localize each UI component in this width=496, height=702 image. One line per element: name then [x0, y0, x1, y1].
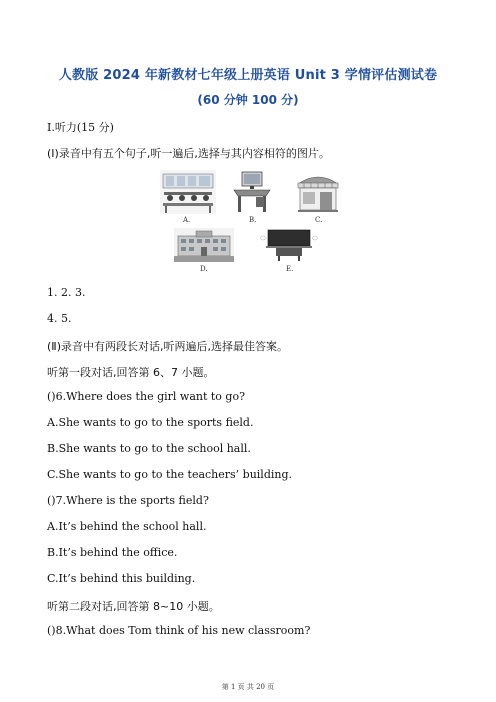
shop-picture-icon [294, 170, 342, 214]
desk-computer-picture-icon [230, 170, 274, 214]
blackboard-picture-icon [258, 228, 320, 262]
image-e-label: E. [286, 265, 294, 273]
question-6-option-a: A.She wants to go to the sports field. [47, 416, 254, 429]
answer-line-2: 4. 5. [47, 312, 72, 325]
question-6-option-c: C.She wants to go to the teachers’ building. [47, 468, 293, 481]
image-c-label: C. [315, 216, 323, 224]
section-heading-listening: Ⅰ.听力(15 分) [47, 121, 114, 134]
question-6: ()6.Where does the girl want to go? [47, 390, 245, 403]
question-7-option-a: A.It’s behind the school hall. [47, 520, 207, 533]
classroom-picture-icon [160, 170, 216, 214]
image-b-label: B. [249, 216, 257, 224]
answer-line-1: 1. 2. 3. [47, 286, 86, 299]
exam-title: 人教版 2024 年新教材七年级上册英语 Unit 3 学情评估测试卷 [58, 68, 438, 83]
page-footer: 第 1 页 共 20 页 [221, 683, 275, 691]
part2-instruction: (Ⅱ)录音中有两段长对话,听两遍后,选择最佳答案。 [47, 340, 288, 353]
exam-subtitle: (60 分钟 100 分) [197, 93, 299, 107]
part1-instruction: (Ⅰ)录音中有五个句子,听一遍后,选择与其内容相符的图片。 [47, 147, 330, 160]
question-8: ()8.What does Tom think of his new classroom? [47, 624, 311, 637]
question-7-option-c: C.It’s behind this building. [47, 572, 196, 585]
dialog1-intro: 听第一段对话,回答第 6、7 小题。 [47, 366, 215, 379]
image-d-label: D. [200, 265, 208, 273]
image-a-label: A. [183, 216, 191, 224]
dialog2-intro: 听第二段对话,回答第 8~10 小题。 [47, 600, 220, 613]
school-building-picture-icon [174, 228, 234, 262]
question-7-option-b: B.It’s behind the office. [47, 546, 178, 559]
question-6-option-b: B.She wants to go to the school hall. [47, 442, 251, 455]
question-7: ()7.Where is the sports field? [47, 494, 209, 507]
